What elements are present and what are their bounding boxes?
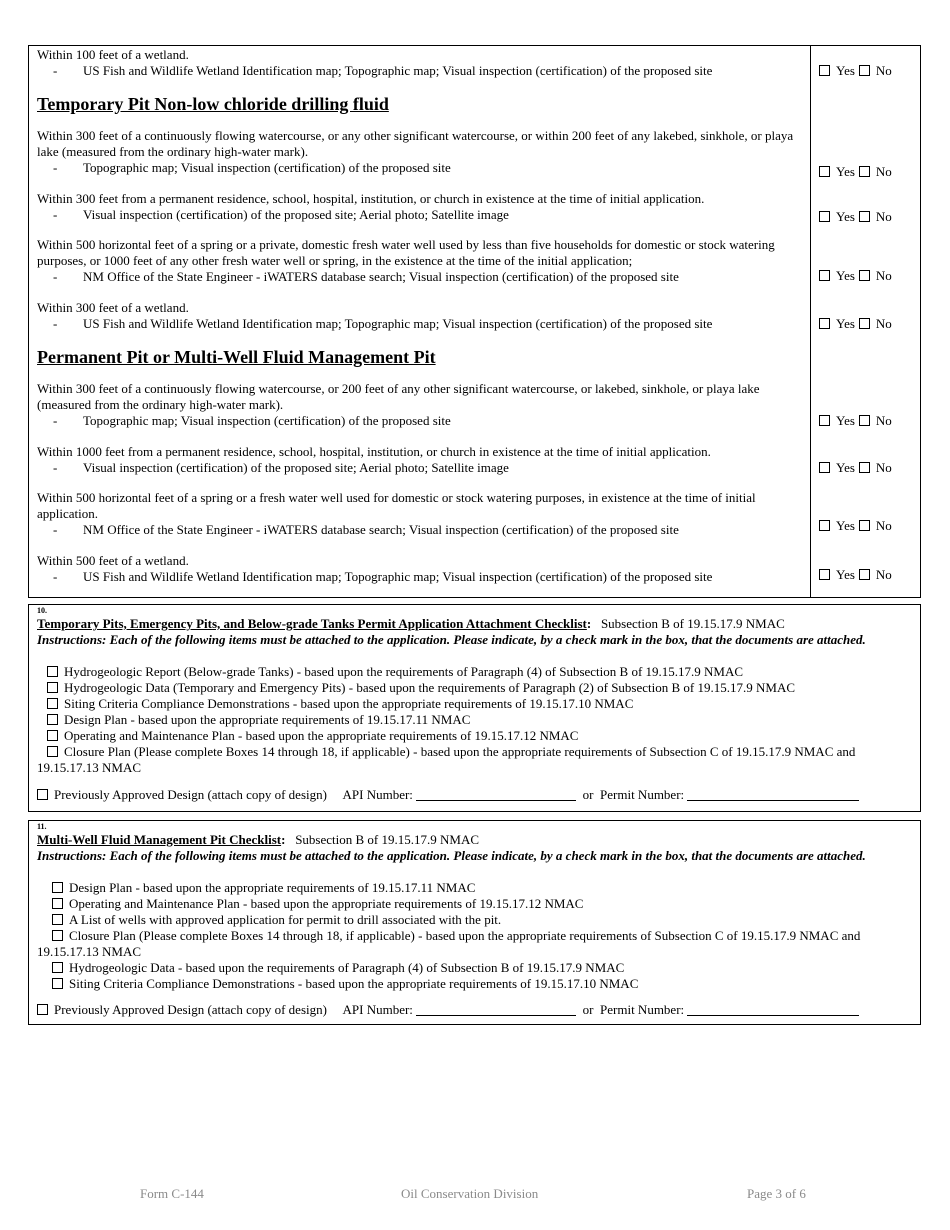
box-number: 10. — [37, 606, 47, 615]
yes-no-group: Yes No — [819, 413, 919, 429]
item-checkbox[interactable] — [47, 746, 58, 757]
checklist-item: Design Plan - based upon the appropriate requirements of 19.15.17.11 NMAC — [37, 880, 912, 896]
previously-approved-row: Previously Approved Design (attach copy of design) API Number: or Permit Number: — [37, 787, 912, 803]
column-divider — [810, 46, 811, 597]
criterion-item: Within 300 feet of a continuously flowing watercourse, or any other significant watercourse, or within 200 feet of any lakebed, sinkhole, or playa lake (measured from the ordinary high-water mark). - Topographic map; Visual inspection (certification) of the proposed site — [37, 128, 794, 175]
previously-approved-checkbox[interactable] — [37, 789, 48, 800]
checklist-items — [37, 664, 912, 776]
item-checkbox[interactable] — [52, 898, 63, 909]
item-checkbox[interactable] — [52, 962, 63, 973]
checklist-title: Multi-Well Fluid Management Pit Checklist: Subsection B of 19.15.17.9 NMAC — [37, 832, 479, 847]
checklist-item: Closure Plan (Please complete Boxes 14 through 18, if applicable) - based upon the appropriate requirements of Subsection C of 19.15.17.9 NMAC and 19.15.17.13 NMAC — [37, 928, 861, 959]
yes-checkbox[interactable] — [819, 415, 830, 426]
previously-approved-row: Previously Approved Design (attach copy of design) API Number: or Permit Number: — [37, 1002, 912, 1018]
checklist-item: Design Plan - based upon the appropriate requirements of 19.15.17.11 NMAC — [37, 712, 912, 728]
no-checkbox[interactable] — [859, 166, 870, 177]
criterion-item: Within 300 feet of a wetland. - US Fish and Wildlife Wetland Identification map; Topographic map; Visual inspection (certification) of the proposed site — [37, 300, 713, 331]
no-checkbox[interactable] — [859, 318, 870, 329]
checklist-item: Siting Criteria Compliance Demonstrations - based upon the appropriate requirements of 19.15.17.10 NMAC — [37, 696, 912, 712]
yes-checkbox[interactable] — [819, 270, 830, 281]
no-checkbox[interactable] — [859, 211, 870, 222]
permit-number-field[interactable] — [687, 788, 859, 801]
no-checkbox[interactable] — [859, 415, 870, 426]
yes-checkbox[interactable] — [819, 520, 830, 531]
yes-no-group: Yes No — [819, 209, 919, 225]
item-checkbox[interactable] — [52, 930, 63, 941]
criterion-wetland-100ft — [37, 47, 802, 79]
item-checkbox[interactable] — [52, 914, 63, 925]
checklist-items — [37, 880, 912, 992]
criterion-item: Within 500 feet of a wetland. - US Fish and Wildlife Wetland Identification map; Topographic map; Visual inspection (certification) of the proposed site — [37, 553, 713, 584]
yes-no-group: Yes No — [819, 316, 919, 332]
api-number-field[interactable] — [416, 1003, 576, 1016]
no-checkbox[interactable] — [859, 270, 870, 281]
yes-checkbox[interactable] — [819, 211, 830, 222]
yes-checkbox[interactable] — [819, 318, 830, 329]
section-heading-temporary-pit: Temporary Pit Non-low chloride drilling fluid — [37, 94, 389, 114]
checklist-item: A List of wells with approved application for permit to drill associated with the pit. — [37, 912, 912, 928]
api-number-field[interactable] — [416, 788, 576, 801]
item-checkbox[interactable] — [52, 978, 63, 989]
yes-no-group: Yes No — [819, 63, 919, 79]
criterion-item: Within 1000 feet from a permanent residence, school, hospital, institution, or church in existence at the time of initial application. - Visual inspection (certification) of the proposed site; Aerial photo; Satellite image — [37, 444, 711, 475]
yes-checkbox[interactable] — [819, 462, 830, 473]
footer-page-number: Page 3 of 6 — [747, 1186, 806, 1201]
item-checkbox[interactable] — [47, 730, 58, 741]
criterion-condition: Within 100 feet of a wetland. — [37, 47, 189, 62]
no-checkbox[interactable] — [859, 569, 870, 580]
section-heading-permanent-pit: Permanent Pit or Multi-Well Fluid Management Pit — [37, 347, 436, 367]
item-checkbox[interactable] — [47, 698, 58, 709]
permit-number-field[interactable] — [687, 1003, 859, 1016]
yes-no-group: Yes No — [819, 268, 919, 284]
siting-criteria-table — [28, 45, 921, 598]
checklist-item: Hydrogeologic Report (Below-grade Tanks) - based upon the requirements of Paragraph (4) of Subsection B of 19.15.17.9 NMAC — [37, 664, 912, 680]
checklist-item: Operating and Maintenance Plan - based upon the appropriate requirements of 19.15.17.12 NMAC — [37, 896, 912, 912]
criterion-item: Within 500 horizontal feet of a spring or a private, domestic fresh water well used by less than five households for domestic or stock watering purposes, or 1000 feet of any other fresh water well or spring, in the existence at the time of the initial application; - NM Office of the State Engineer - iWATERS database search; Visual inspection (certification) of the proposed site — [37, 237, 775, 284]
criterion-item: Within 300 feet from a permanent residence, school, hospital, institution, or church in existence at the time of initial application. - Visual inspection (certification) of the proposed site; Aerial photo; Satellite image — [37, 191, 705, 222]
yes-no-group: Yes No — [819, 518, 919, 534]
checklist-item: Operating and Maintenance Plan - based upon the appropriate requirements of 19.15.17.12 NMAC — [37, 728, 912, 744]
checklist-item: Siting Criteria Compliance Demonstrations - based upon the appropriate requirements of 19.15.17.10 NMAC — [37, 976, 912, 992]
criterion-item: Within 300 feet of a continuously flowing watercourse, or 200 feet of any other significant watercourse, or lakebed, sinkhole, or playa lake (measured from the ordinary high-water mark). - Topographic map; Visual inspection (certification) of the proposed site — [37, 381, 760, 428]
yes-no-group: Yes No — [819, 567, 919, 583]
box-number: 11. — [37, 822, 47, 831]
item-checkbox[interactable] — [52, 882, 63, 893]
item-checkbox[interactable] — [47, 714, 58, 725]
checklist-instructions: Instructions: Each of the following items must be attached to the application. Please indicate, by a check mark in the box, that the documents are attached. — [37, 848, 866, 863]
no-checkbox[interactable] — [859, 520, 870, 531]
checklist-item: Hydrogeologic Data - based upon the requirements of Paragraph (4) of Subsection B of 19.15.17.9 NMAC — [37, 960, 912, 976]
checklist-title: Temporary Pits, Emergency Pits, and Below-grade Tanks Permit Application Attachment Checklist: Subsection B of 19.15.17.9 NMAC — [37, 616, 785, 631]
box-10-attachment-checklist — [28, 604, 921, 812]
checklist-item: Closure Plan (Please complete Boxes 14 through 18, if applicable) - based upon the appropriate requirements of Subsection C of 19.15.17.9 NMAC and 19.15.17.13 NMAC — [37, 744, 856, 775]
footer-form-number: Form C-144 — [140, 1186, 204, 1201]
yes-no-group: Yes No — [819, 460, 919, 476]
criterion-item: Within 500 horizontal feet of a spring or a fresh water well used for domestic or stock watering purposes, in existence at the time of initial application. - NM Office of the State Engineer - iWATERS database search; Visual inspection (certification) of the proposed site — [37, 490, 756, 537]
yes-checkbox[interactable] — [819, 65, 830, 76]
checklist-instructions: Instructions: Each of the following items must be attached to the application. Please indicate, by a check mark in the box, that the documents are attached. — [37, 632, 866, 647]
no-checkbox[interactable] — [859, 462, 870, 473]
box-11-multi-well-checklist — [28, 820, 921, 1025]
yes-no-group: Yes No — [819, 164, 919, 180]
footer-division: Oil Conservation Division — [401, 1186, 539, 1201]
previously-approved-checkbox[interactable] — [37, 1004, 48, 1015]
yes-checkbox[interactable] — [819, 166, 830, 177]
criterion-source: - US Fish and Wildlife Wetland Identification map; Topographic map; Visual inspection (certification) of the proposed site — [53, 63, 713, 78]
item-checkbox[interactable] — [47, 666, 58, 677]
yes-checkbox[interactable] — [819, 569, 830, 580]
checklist-item: Hydrogeologic Data (Temporary and Emergency Pits) - based upon the requirements of Paragraph (2) of Subsection B of 19.15.17.9 NMAC — [37, 680, 912, 696]
item-checkbox[interactable] — [47, 682, 58, 693]
no-checkbox[interactable] — [859, 65, 870, 76]
